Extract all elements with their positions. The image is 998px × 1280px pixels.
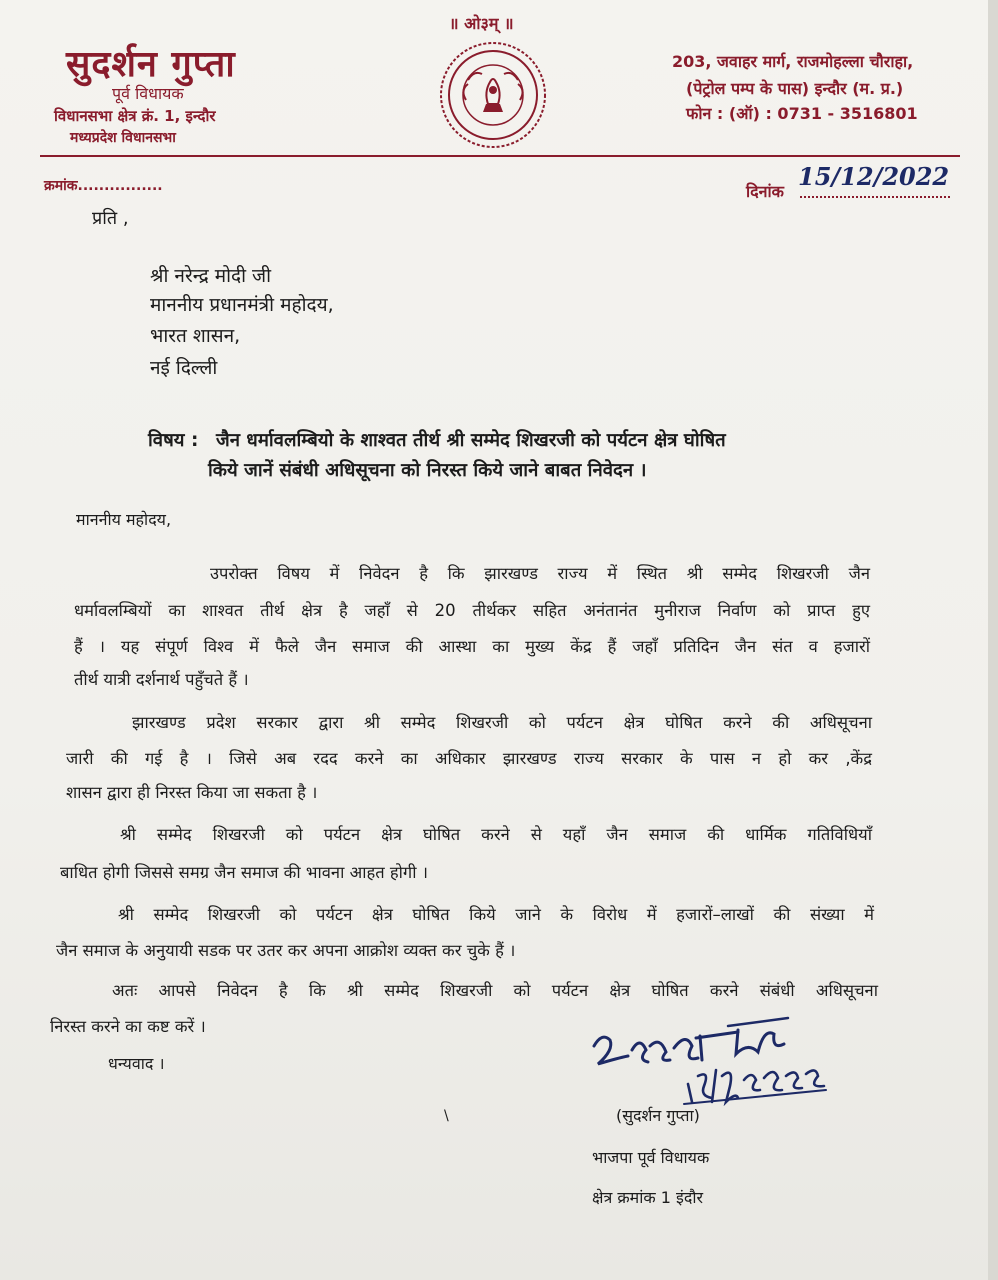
para5-line1: अतः आपसे निवेदन है कि श्री सम्मेद शिखरजी को पर्यटन क्षेत्र घोषित करने संबंधी अधिसूचना	[112, 981, 878, 1000]
handwritten-signature	[588, 1006, 848, 1106]
om-symbol: ॥ ओ३म् ॥	[449, 14, 514, 33]
letterhead-assembly: मध्यप्रदेश विधानसभा	[70, 130, 176, 146]
handwritten-date: 15/12/2022	[798, 162, 950, 191]
reference-number: क्रमांक................	[44, 178, 163, 194]
signatory-role: भाजपा पूर्व विधायक	[592, 1148, 710, 1167]
recipient-line: भारत शासन,	[150, 325, 241, 347]
para3-line2: बाधित होगी जिससे समग्र जैन समाज की भावना आहत होगी ।	[60, 863, 428, 882]
paper-edge	[988, 0, 998, 1280]
para2-line3: शासन द्वारा ही निरस्त किया जा सकता है ।	[66, 783, 318, 802]
recipient-line: श्री नरेन्द्र मोदी जी	[150, 265, 272, 287]
recipient-line: माननीय प्रधानमंत्री महोदय,	[150, 294, 334, 316]
subject-line1	[148, 426, 888, 456]
letterhead-address-line2: (पेट्रोल पम्प के पास) इन्दौर (म. प्र.)	[686, 79, 904, 98]
closing: धन्यवाद ।	[108, 1054, 165, 1073]
stray-mark: \	[444, 1108, 449, 1124]
signatory-area: क्षेत्र क्रमांक 1 इंदौर	[592, 1188, 704, 1207]
para1-line2: धर्मावलम्बियों का शाश्वत तीर्थ क्षेत्र है जहाँ से 20 तीर्थकर सहित अनंतानंत मुनीराज निर्वाण को प्राप्त हुए	[74, 601, 870, 620]
para4-line1: श्री सम्मेद शिखरजी को पर्यटन क्षेत्र घोषित किये जाने के विरोध में हजारों–लाखों की संख्या में	[118, 905, 874, 924]
recipient-line: नई दिल्ली	[150, 357, 218, 379]
subject-text-2: किये जानें संबंधी अधिसूचना को निरस्त किये जाने बाबत निवेदन ।	[208, 460, 647, 481]
date-label: दिनांक	[746, 182, 784, 201]
subject-text-1: जैन धर्मावलम्बियो के शाश्वत तीर्थ श्री सम्मेद शिखरजी को पर्यटन क्षेत्र घोषित	[216, 430, 726, 451]
para1-line1: उपरोक्त विषय में निवेदन है कि झारखण्ड राज्य में स्थित श्री सम्मेद शिखरजी जैन	[210, 564, 870, 583]
salutation: माननीय महोदय,	[76, 510, 172, 529]
emblem-seal	[438, 40, 548, 150]
para4-line2: जैन समाज के अनुयायी सडक पर उतर कर अपना आक्रोश व्यक्त कर चुके हैं ।	[56, 941, 516, 960]
para2-line2: जारी की गई है । जिसे अब रदद करने का अधिकार झारखण्ड राज्य सरकार के पास न हो कर ,केंद्र	[66, 749, 872, 768]
letterhead-divider	[40, 155, 960, 157]
letterhead-name: सुदर्शन गुप्ता	[66, 44, 236, 85]
letterhead-phone: फोन : (ऑ) : 0731 - 3516801	[686, 104, 918, 123]
para3-line1: श्री सम्मेद शिखरजी को पर्यटन क्षेत्र घोषित करने से यहाँ जैन समाज की धार्मिक गतिविधियाँ	[120, 825, 872, 844]
subject-label: विषय :	[148, 430, 199, 451]
date-dotted-line	[800, 196, 950, 198]
letterhead-address-line1: 203, जवाहर मार्ग, राजमोहल्ला चौराहा,	[672, 52, 914, 71]
letterhead-role: पूर्व विधायक	[112, 84, 184, 103]
para5-line2: निरस्त करने का कष्ट करें ।	[50, 1017, 206, 1036]
signatory-name: (सुदर्शन गुप्ता)	[616, 1106, 700, 1125]
letterhead-constituency: विधानसभा क्षेत्र क्रं. 1, इन्दौर	[54, 107, 216, 125]
prati-label: प्रति ,	[92, 208, 129, 229]
para1-line4: तीर्थ यात्री दर्शनार्थ पहुँचते हैं ।	[74, 670, 249, 689]
para2-line1: झारखण्ड प्रदेश सरकार द्वारा श्री सम्मेद शिखरजी को पर्यटन क्षेत्र घोषित करने की अधिसूचना	[132, 713, 872, 732]
para1-line3: हैं । यह संपूर्ण विश्व में फैले जैन समाज की आस्था का मुख्य केंद्र हैं जहाँ प्रतिदिन जैन संत व हजारों	[74, 637, 870, 656]
